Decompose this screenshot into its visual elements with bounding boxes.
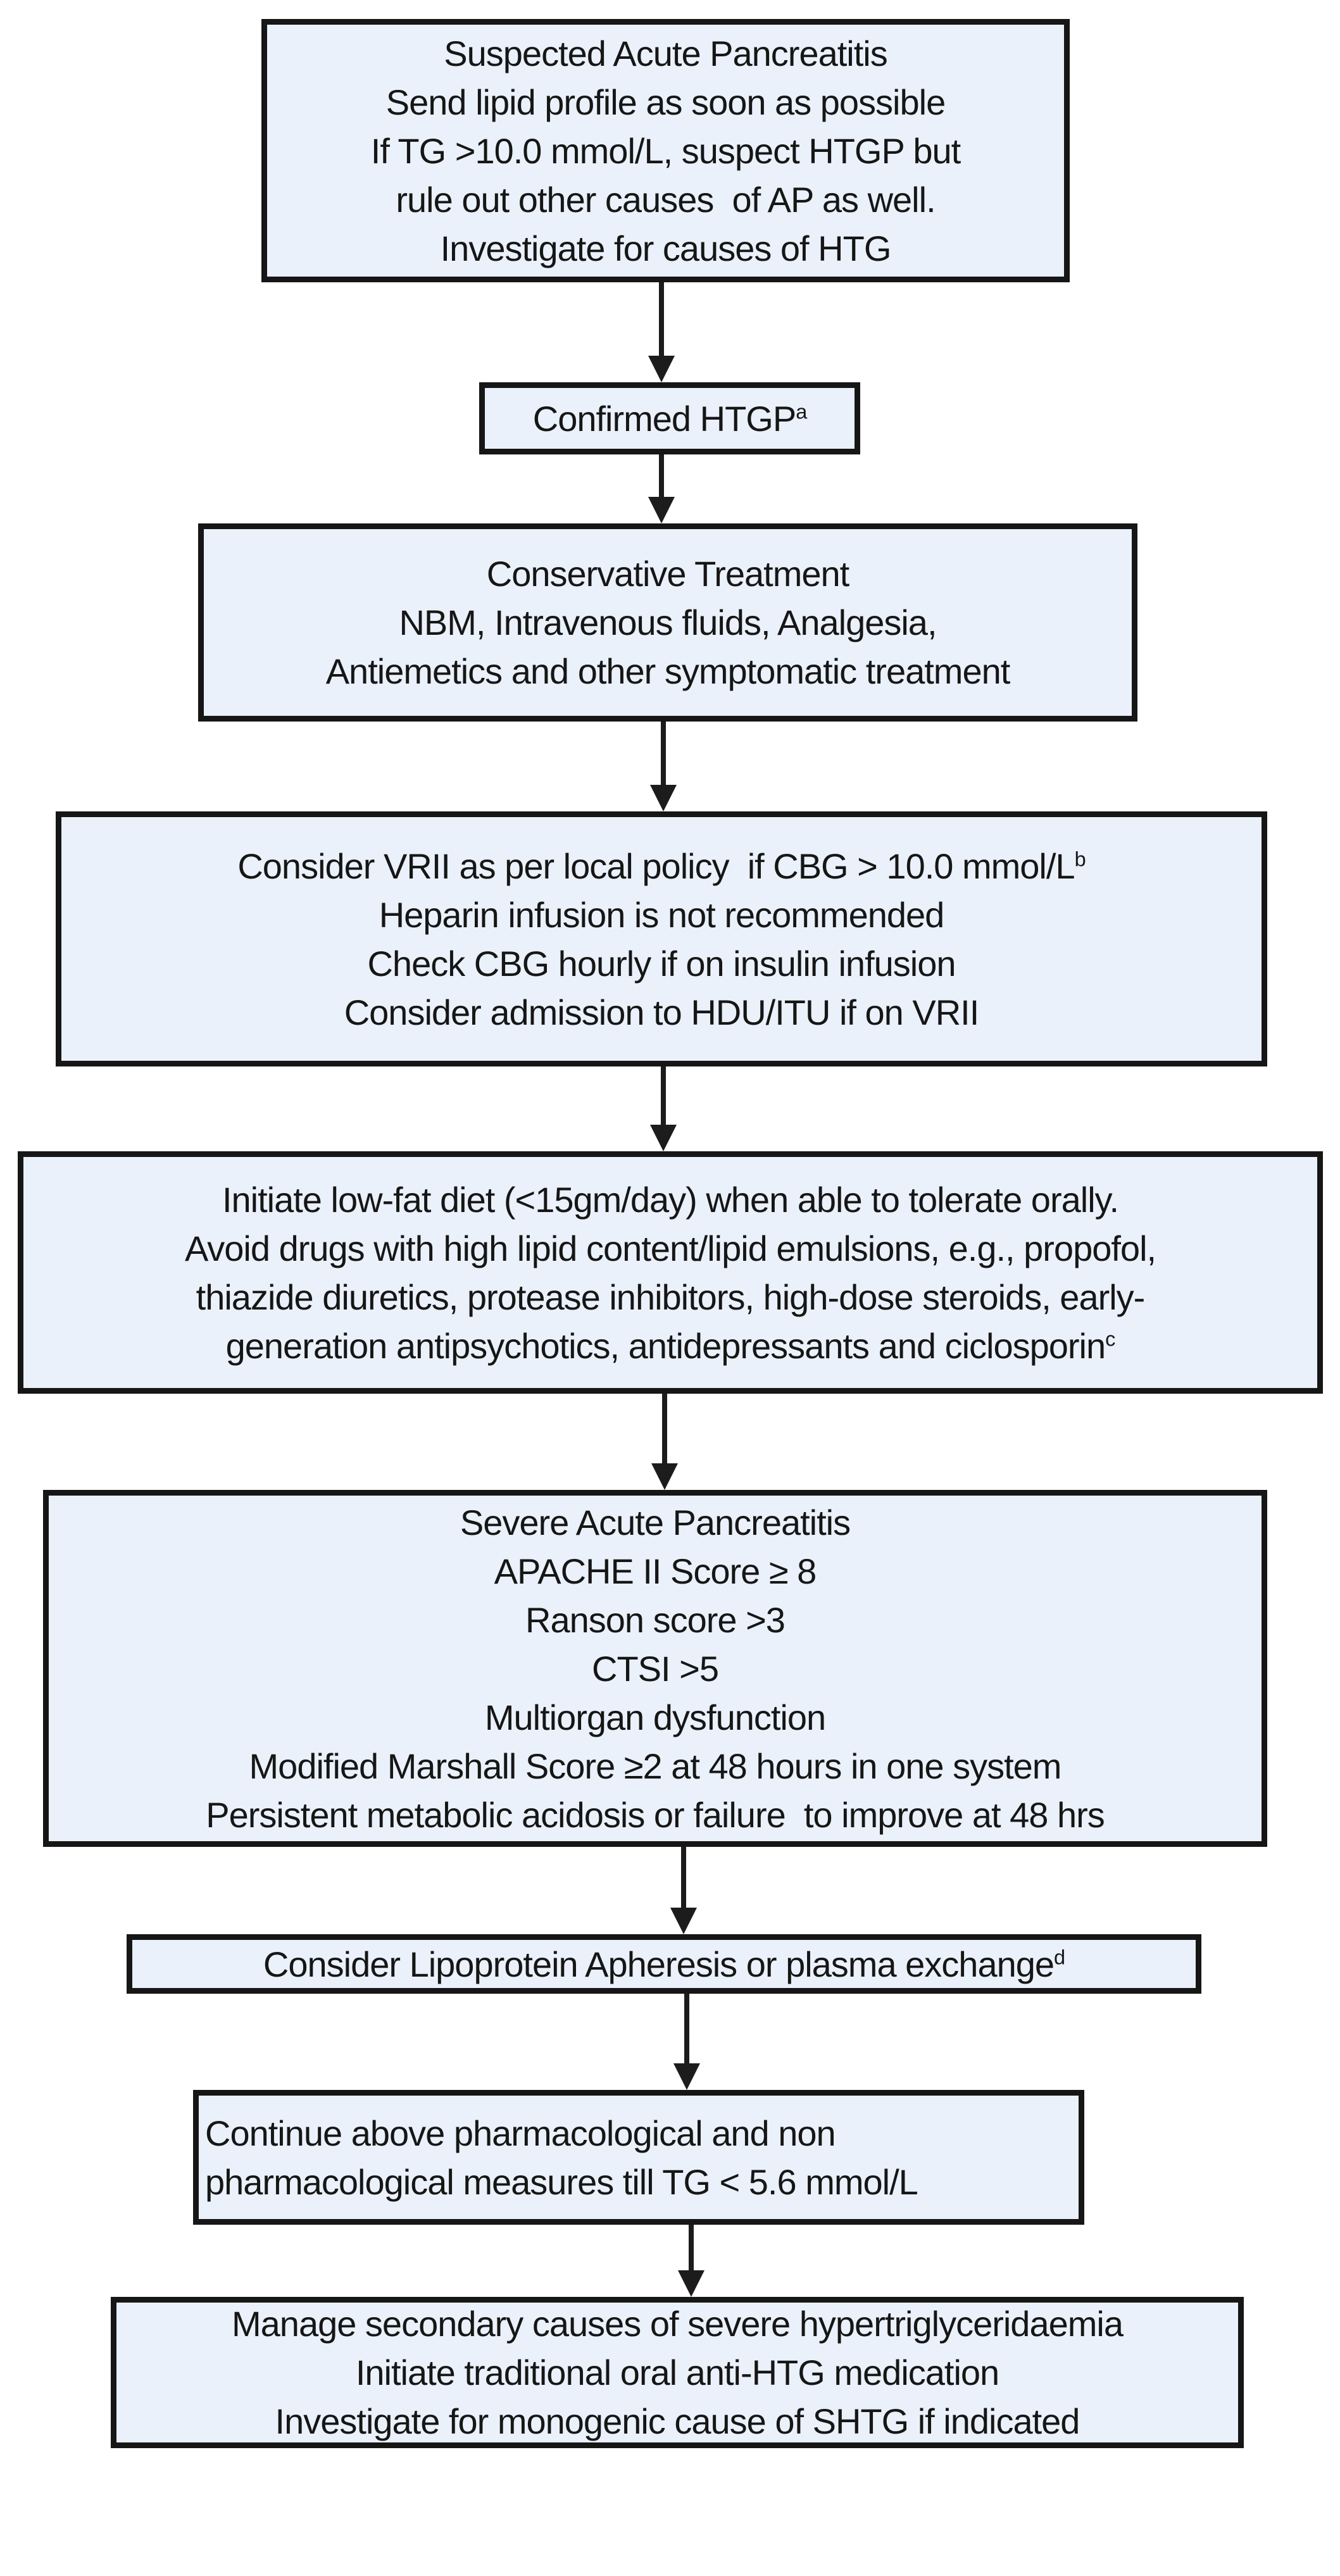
flow-node-text: Antiemetics and other symptomatic treatment [325,651,1010,691]
arrow-shaft [659,282,664,358]
arrow-head-icon [651,1463,678,1490]
arrow-shaft [659,454,664,499]
flow-node-text: Multiorgan dysfunction [484,1697,826,1737]
flow-node-line [23,1322,1317,1370]
flow-node-manage-secondary-causes [111,2297,1244,2448]
flow-node-continue-measures [193,2090,1084,2225]
flow-node-line [204,549,1132,598]
flow-node-line [49,1596,1262,1644]
flow-node-text: Investigate for causes of HTG [440,228,891,268]
flow-node-line [49,1547,1262,1596]
footnote-superscript: d [1054,1945,1065,1968]
arrow-shaft [662,1394,667,1466]
flow-node-text: Consider Lipoprotein Apheresis or plasma exchange [263,1944,1055,1984]
flow-node-text: Continue above pharmacological and non [205,2113,836,2153]
flow-node-text: Initiate low-fat diet (<15gm/day) when able to tolerate orally. [222,1179,1119,1220]
flow-node-text: rule out other causes of AP as well. [396,179,936,220]
flow-node-line [61,842,1262,891]
flow-node-lipoprotein-apheresis [127,1934,1201,1994]
flow-node-line [61,988,1262,1037]
flow-node-text: Ranson score >3 [525,1599,785,1640]
flow-node-line [49,1791,1262,1839]
flow-node-text: CTSI >5 [592,1648,718,1689]
flow-node-text: Heparin infusion is not recommended [379,894,944,935]
arrow-head-icon [648,356,675,382]
flow-node-line [267,29,1064,78]
flow-node-line [49,1742,1262,1791]
flow-node-text: Consider VRII as per local policy if CBG > 10.0 mmol/L [237,846,1075,886]
flow-node-text: Severe Acute Pancreatitis [460,1502,851,1542]
flow-node-line [49,1498,1262,1547]
flow-node-line [61,939,1262,988]
flow-node-text: If TG >10.0 mmol/L, suspect HTGP but [370,130,961,171]
arrow-head-icon [678,2270,704,2297]
flow-node-text: Investigate for monogenic cause of SHTG if indicated [275,2401,1080,2441]
flow-node-line [23,1224,1317,1273]
flow-node-text: Send lipid profile as soon as possible [385,82,946,122]
flow-node-line [267,224,1064,273]
flow-node-text: Avoid drugs with high lipid content/lipid emulsions, e.g., propofol, [184,1228,1156,1268]
footnote-superscript: b [1074,847,1086,870]
flow-node-text: pharmacological measures till TG < 5.6 mmol/L [205,2161,918,2202]
flow-node-text: Manage secondary causes of severe hypertriglyceridaemia [232,2304,1123,2344]
flow-node-text: generation antipsychotics, antidepressants and ciclosporin [225,1325,1106,1366]
flow-node-line [23,1273,1317,1322]
flow-node-line [267,175,1064,224]
arrow-shaft [661,1066,666,1127]
flow-node-line [116,2348,1238,2397]
flow-node-text: Consider admission to HDU/ITU if on VRII [344,992,979,1032]
flow-node-line [61,891,1262,939]
footnote-superscript: a [796,399,807,423]
arrow-head-icon [673,2063,700,2090]
flow-node-line [267,78,1064,127]
arrow-head-icon [670,1908,697,1934]
flow-node-line [49,1693,1262,1742]
flow-node-line [485,394,855,443]
arrow-shaft [689,2225,694,2273]
flow-node-line [205,2109,1079,2158]
flow-node-vrii-glycaemic-management [56,811,1267,1066]
flow-node-text: Persistent metabolic acidosis or failure to improve at 48 hrs [206,1794,1105,1835]
arrow-shaft [661,722,666,787]
flow-node-text: Conservative Treatment [486,554,849,594]
flow-node-low-fat-diet-drug-avoidance [18,1151,1323,1394]
flow-node-text: Initiate traditional oral anti-HTG medication [355,2353,999,2392]
flow-node-text: Confirmed HTGP [532,398,796,439]
flow-node-line [204,598,1132,647]
flow-node-line [49,1644,1262,1693]
flow-node-text: Suspected Acute Pancreatitis [444,33,887,73]
flow-node-line [204,647,1132,696]
flow-node-text: thiazide diuretics, protease inhibitors, high-dose steroids, early- [196,1277,1145,1317]
flow-node-text: APACHE II Score ≥ 8 [494,1551,817,1591]
flow-node-line [267,127,1064,175]
footnote-superscript: c [1105,1327,1115,1350]
arrow-head-icon [648,497,675,523]
flow-node-line [116,2299,1238,2348]
arrow-head-icon [650,1125,677,1151]
flow-node-text: NBM, Intravenous fluids, Analgesia, [399,603,937,642]
arrow-head-icon [650,785,677,811]
flow-node-line [132,1940,1196,1989]
flow-node-conservative-treatment [198,523,1137,722]
arrow-shaft [684,1994,689,2066]
flow-node-severe-acute-pancreatitis [43,1490,1267,1847]
flow-node-text: Check CBG hourly if on insulin infusion [367,943,956,984]
flow-node-confirmed-htgp [479,382,860,454]
flow-node-suspected-acute-pancreatitis [261,19,1070,282]
flow-node-line [23,1175,1317,1224]
arrow-shaft [681,1847,686,1910]
flow-node-text: Modified Marshall Score ≥2 at 48 hours in one system [249,1746,1061,1786]
flow-node-line [205,2158,1079,2206]
flow-node-line [116,2397,1238,2446]
